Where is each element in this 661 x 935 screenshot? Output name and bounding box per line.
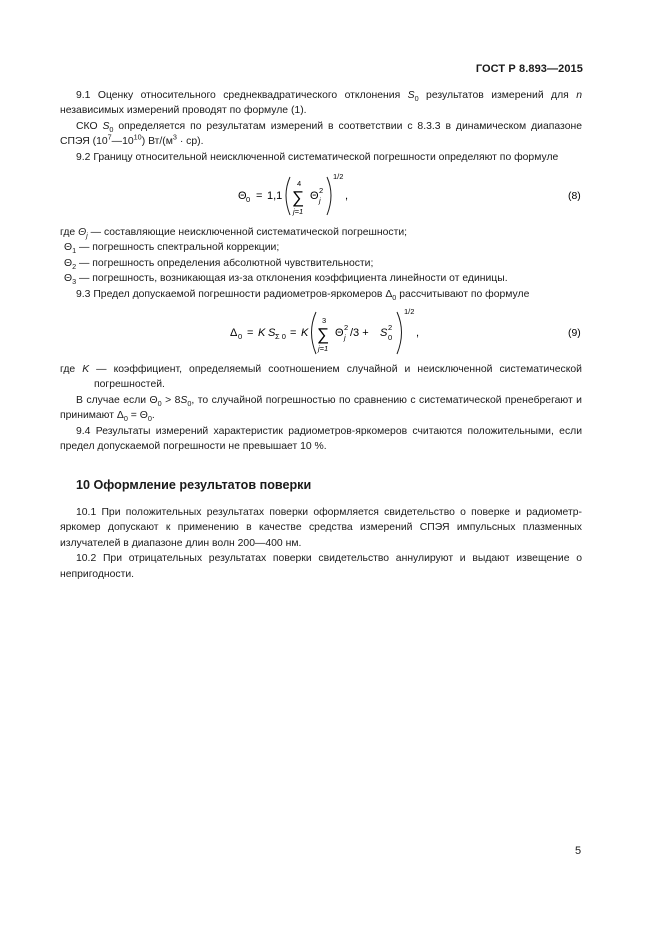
subscript: j <box>86 231 88 241</box>
page-number: 5 <box>575 845 582 857</box>
text-run: 9.1 Оценку относительного среднеквадратического отклонения <box>76 90 408 101</box>
formula-k: K <box>301 327 309 340</box>
symbol-s: S <box>407 90 415 101</box>
text-run: где <box>60 364 83 376</box>
definition-theta-3 <box>60 271 582 286</box>
formula-number: (9) <box>568 328 581 340</box>
subscript: 2 <box>72 261 77 271</box>
sum-upper-limit: 3 <box>322 316 327 326</box>
formula-power: 1/2 <box>333 172 344 182</box>
formula-theta: Θ <box>335 327 344 340</box>
subscript: 0 <box>157 398 162 408</box>
superscript: 3 <box>172 132 177 142</box>
text-run: независимых измерений проводят по формуле (1). <box>60 105 307 117</box>
formula-power: 1/2 <box>404 307 415 317</box>
formula-comma: , <box>416 327 420 340</box>
paragraph-10-2: 10.2 При отрицательных результатах поверки свидетельство аннулируют и выдают извещение о непригодности. <box>60 553 582 580</box>
formula-sub: 0 <box>388 333 393 343</box>
text-run: ) Вт/(м <box>141 136 173 148</box>
text-run: — коэффициент, определяемый соотношением случайной и неисключенной систематической погрешностей. <box>89 364 582 391</box>
symbol-s: S <box>102 120 110 132</box>
document-header: ГОСТ Р 8.893—2015 <box>475 63 583 75</box>
paragraph-9-4: 9.4 Результаты измерений характеристик радиометров-яркомеров считаются положительными, если предел допускаемой погрешности не превышает 10 %. <box>60 425 582 453</box>
formula-number: (8) <box>568 191 581 203</box>
text-run: 9.3 Предел допускаемой погрешности радиометров-яркомеров <box>76 288 386 300</box>
superscript: 7 <box>107 132 112 142</box>
sum-sign: ∑ <box>292 188 305 208</box>
text-run: > 8 <box>161 394 181 406</box>
text-run: — погрешность спектральной коррекции; <box>76 242 280 254</box>
formula-9-graphic <box>60 302 582 362</box>
formula-sub: j <box>344 333 346 343</box>
document-body <box>60 88 582 582</box>
subscript: 0 <box>123 414 128 424</box>
paragraph-case <box>60 393 582 424</box>
text-run: определяется по результатам измерений в соответствии с 8.3.3 в динамическом диапазоне СПЭЯ (10 <box>60 120 582 148</box>
formula-sub: 0 <box>238 332 243 342</box>
section-10-title: 10 Оформление результатов поверки <box>76 477 312 492</box>
right-paren <box>327 177 331 215</box>
text-run: результатов измерений для <box>418 90 577 101</box>
left-paren <box>312 312 317 354</box>
symbol-theta: Θ <box>64 273 73 285</box>
paragraph-9-3 <box>60 287 582 302</box>
text-run: где <box>60 227 76 239</box>
sum-sign: ∑ <box>317 325 330 345</box>
paragraph-10-1: 10.1 При положительных результатах поверки оформляется свидетельство о поверке и радиометр-яркомер допускают к применению в качестве средства измерений СПЭЯ импульсных плазменных излучателей в диапазоне длин волн 200—400 нм. <box>60 506 582 549</box>
formula-sup: 2 <box>344 323 349 333</box>
symbol-k: K <box>82 364 90 376</box>
text-run: рассчитывают по формуле <box>396 288 530 300</box>
subscript: 3 <box>72 277 77 287</box>
symbol-theta: Θ <box>78 227 87 239</box>
formula-9 <box>60 302 582 362</box>
definition-k <box>60 362 582 393</box>
left-paren <box>286 177 290 215</box>
text-run: В случае если Θ <box>76 394 158 406</box>
formula-comma: , <box>345 190 349 203</box>
subscript: 0 <box>147 414 152 424</box>
formula-s0: S <box>380 327 388 340</box>
subscript: 0 <box>392 292 397 302</box>
text-run: · ср). <box>176 136 204 148</box>
formula-sub: j <box>319 196 321 206</box>
definition-theta-2 <box>60 256 582 271</box>
definition-theta-1 <box>60 240 582 255</box>
symbol-theta: Θ <box>64 257 73 269</box>
formula-equals: = <box>290 327 297 340</box>
right-paren <box>397 312 402 354</box>
formula-s: S <box>268 327 276 340</box>
text-run: = Θ <box>127 410 148 422</box>
definitions-formula-8 <box>60 225 582 287</box>
symbol-n: n <box>576 90 582 101</box>
symbol-delta: Δ <box>385 288 393 300</box>
formula-theta: Θ <box>238 190 247 203</box>
subscript: 0 <box>109 124 114 134</box>
text-run: . <box>151 410 155 422</box>
formula-equals: = <box>247 327 254 340</box>
text-run: — погрешность, возникающая из-за отклонения коэффициента линейности от единицы. <box>76 273 508 285</box>
text-run: , то случайной погрешностью по сравнению с систематической пренебрегают и принимают Δ <box>60 394 582 422</box>
sum-lower-limit: j=1 <box>318 344 329 354</box>
formula-sup: 2 <box>388 323 393 333</box>
superscript: 10 <box>133 132 142 142</box>
formula-sup: 2 <box>319 186 324 196</box>
formula-8 <box>60 165 582 225</box>
formula-delta: Δ <box>230 327 238 340</box>
subscript: 0 <box>414 94 419 104</box>
formula-k: K <box>258 327 266 340</box>
formula-coefficient: 1,1 <box>267 190 283 203</box>
paragraph-9-1 <box>60 88 582 119</box>
paragraph-sko <box>60 119 582 150</box>
symbol-s: S <box>180 394 188 406</box>
symbol-theta: Θ <box>64 242 73 254</box>
text-run: —10 <box>111 136 134 148</box>
definition-theta-j <box>60 225 582 240</box>
text-run: СКО <box>76 120 103 132</box>
formula-equals: = <box>256 190 263 203</box>
sum-lower-limit: j=1 <box>293 207 304 217</box>
formula-theta: Θ <box>310 190 319 203</box>
sum-upper-limit: 4 <box>297 179 302 189</box>
paragraph-9-2: 9.2 Границу относительной неисключенной систематической погрешности определяют по формуле <box>76 151 559 163</box>
subscript: 0 <box>187 398 192 408</box>
formula-div3: /3 + <box>350 327 369 340</box>
formula-sub: Σ 0 <box>275 332 286 342</box>
formula-8-graphic <box>60 165 582 225</box>
subscript: 1 <box>72 246 77 256</box>
text-run: — составляющие неисключенной систематической погрешности; <box>87 227 408 239</box>
formula-sub: 0 <box>246 195 251 205</box>
text-run: — погрешность определения абсолютной чувствительности; <box>76 257 374 269</box>
